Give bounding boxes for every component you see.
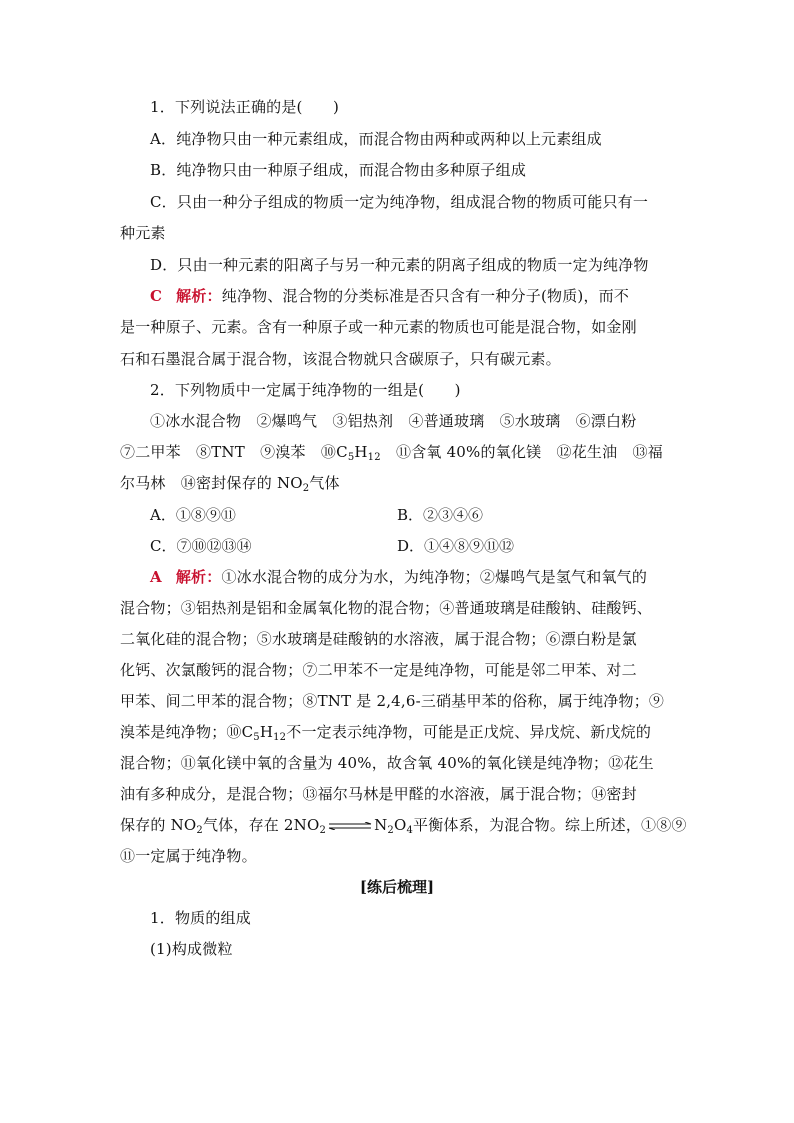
q2-analysis-line10: ⑪一定属于纯净物。 — [120, 847, 257, 865]
q2-items-line2: ⑦二甲苯 ⑧TNT ⑨溴苯 $⑩C_5H_{12}$ ⑪含氧 40%的氧化镁 ⑫花生油 ⑬福 — [120, 443, 663, 463]
q1-analysis-line3: 石和石墨混合属于混合物，该混合物就只含碳原子，只有碳元素。 — [120, 350, 561, 368]
q1-analysis-text: 纯净物、混合物的分类标准是否只含有一种分子(物质)，而不 — [221, 287, 630, 305]
q1-option-b: B．纯净物只由一种原子组成，而混合物由多种原子组成 — [150, 161, 527, 179]
q1-analysis-line2: 是一种原子、元素。含有一种原子或一种元素的物质也可能是混合物，如金刚 — [120, 318, 637, 336]
q1-option-c-line1: C．只由一种分子组成的物质一定为纯净物，组成混合物的物质可能只有一 — [150, 193, 649, 211]
equilibrium-arrow-icon — [327, 822, 373, 830]
q2-analysis-line1: A 解析：①冰水混合物的成分为水，为纯净物；②爆鸣气是氢气和氧气的 — [150, 568, 648, 586]
review-subsection-1: (1)构成微粒 — [150, 940, 233, 958]
q1-option-a: A．纯净物只由一种元素组成，而混合物由两种或两种以上元素组成 — [150, 130, 602, 148]
q1-option-c-line2: 种元素 — [120, 224, 166, 242]
q2-option-a: A．①⑧⑨⑪ — [150, 506, 236, 524]
review-section-1: 1．物质的组成 — [150, 909, 251, 927]
q2-analysis-label: 解析： — [175, 568, 222, 586]
q2-option-c: C．⑦⑩⑫⑬⑭ — [150, 537, 252, 555]
q2-analysis-line2: 混合物；③铝热剂是铝和金属氧化物的混合物；④普通玻璃是硅酸钠、硅酸钙、 — [120, 599, 653, 617]
q2-answer: A — [150, 568, 162, 586]
q2-analysis-line6: 溴苯是纯净物；$⑩C_5H_{12}$不一定表示纯净物，可能是正戊烷、异戊烷、新戊烷的 — [120, 723, 652, 743]
review-heading: [练后梳理] — [359, 878, 435, 896]
q2-items-line3: 尔马林 ⑭密封保存的 $NO_2$气体 — [120, 474, 340, 494]
q2-option-b: B．②③④⑥ — [397, 506, 484, 524]
q1-option-d: D．只由一种元素的阳离子与另一种元素的阴离子组成的物质一定为纯净物 — [150, 256, 649, 274]
q1-answer: C — [150, 287, 163, 305]
q2-items-line1: ①冰水混合物 ②爆鸣气 ③铝热剂 ④普通玻璃 ⑤水玻璃 ⑥漂白粉 — [150, 412, 637, 430]
q1-analysis-label: 解析： — [176, 287, 222, 305]
q2-analysis-line5: 甲苯、间二甲苯的混合物；⑧TNT 是 2,4,6-三硝基甲苯的俗称，属于纯净物；⑨ — [120, 692, 665, 710]
q2-analysis-line9: 保存的 $NO_2$气体，存在 $2NO_2$ $N_2O_4$平衡体系，为混合物。综上所述，①⑧⑨ — [120, 816, 687, 836]
q2-analysis-line7: 混合物；⑪氧化镁中氧的含量为 40%，故含氧 40%的氧化镁是纯净物；⑫花生 — [120, 754, 654, 772]
q2-analysis-line3: 二氧化硅的混合物；⑤水玻璃是硅酸钠的水溶液，属于混合物；⑥漂白粉是氯 — [120, 630, 637, 648]
q2-analysis-line8: 油有多种成分，是混合物；⑬福尔马林是甲醛的水溶液，属于混合物；⑭密封 — [120, 785, 637, 803]
q2-stem: 2．下列物质中一定属于纯净物的一组是( ) — [150, 381, 461, 399]
q2-option-d: D．①④⑧⑨⑪⑫ — [397, 537, 515, 555]
q2-analysis-line4: 化钙、次氯酸钙的混合物；⑦二甲苯不一定是纯净物，可能是邻二甲苯、对二 — [120, 661, 637, 679]
q1-stem: 1．下列说法正确的是( ) — [150, 98, 340, 116]
q1-analysis-line1 — [150, 286, 629, 306]
